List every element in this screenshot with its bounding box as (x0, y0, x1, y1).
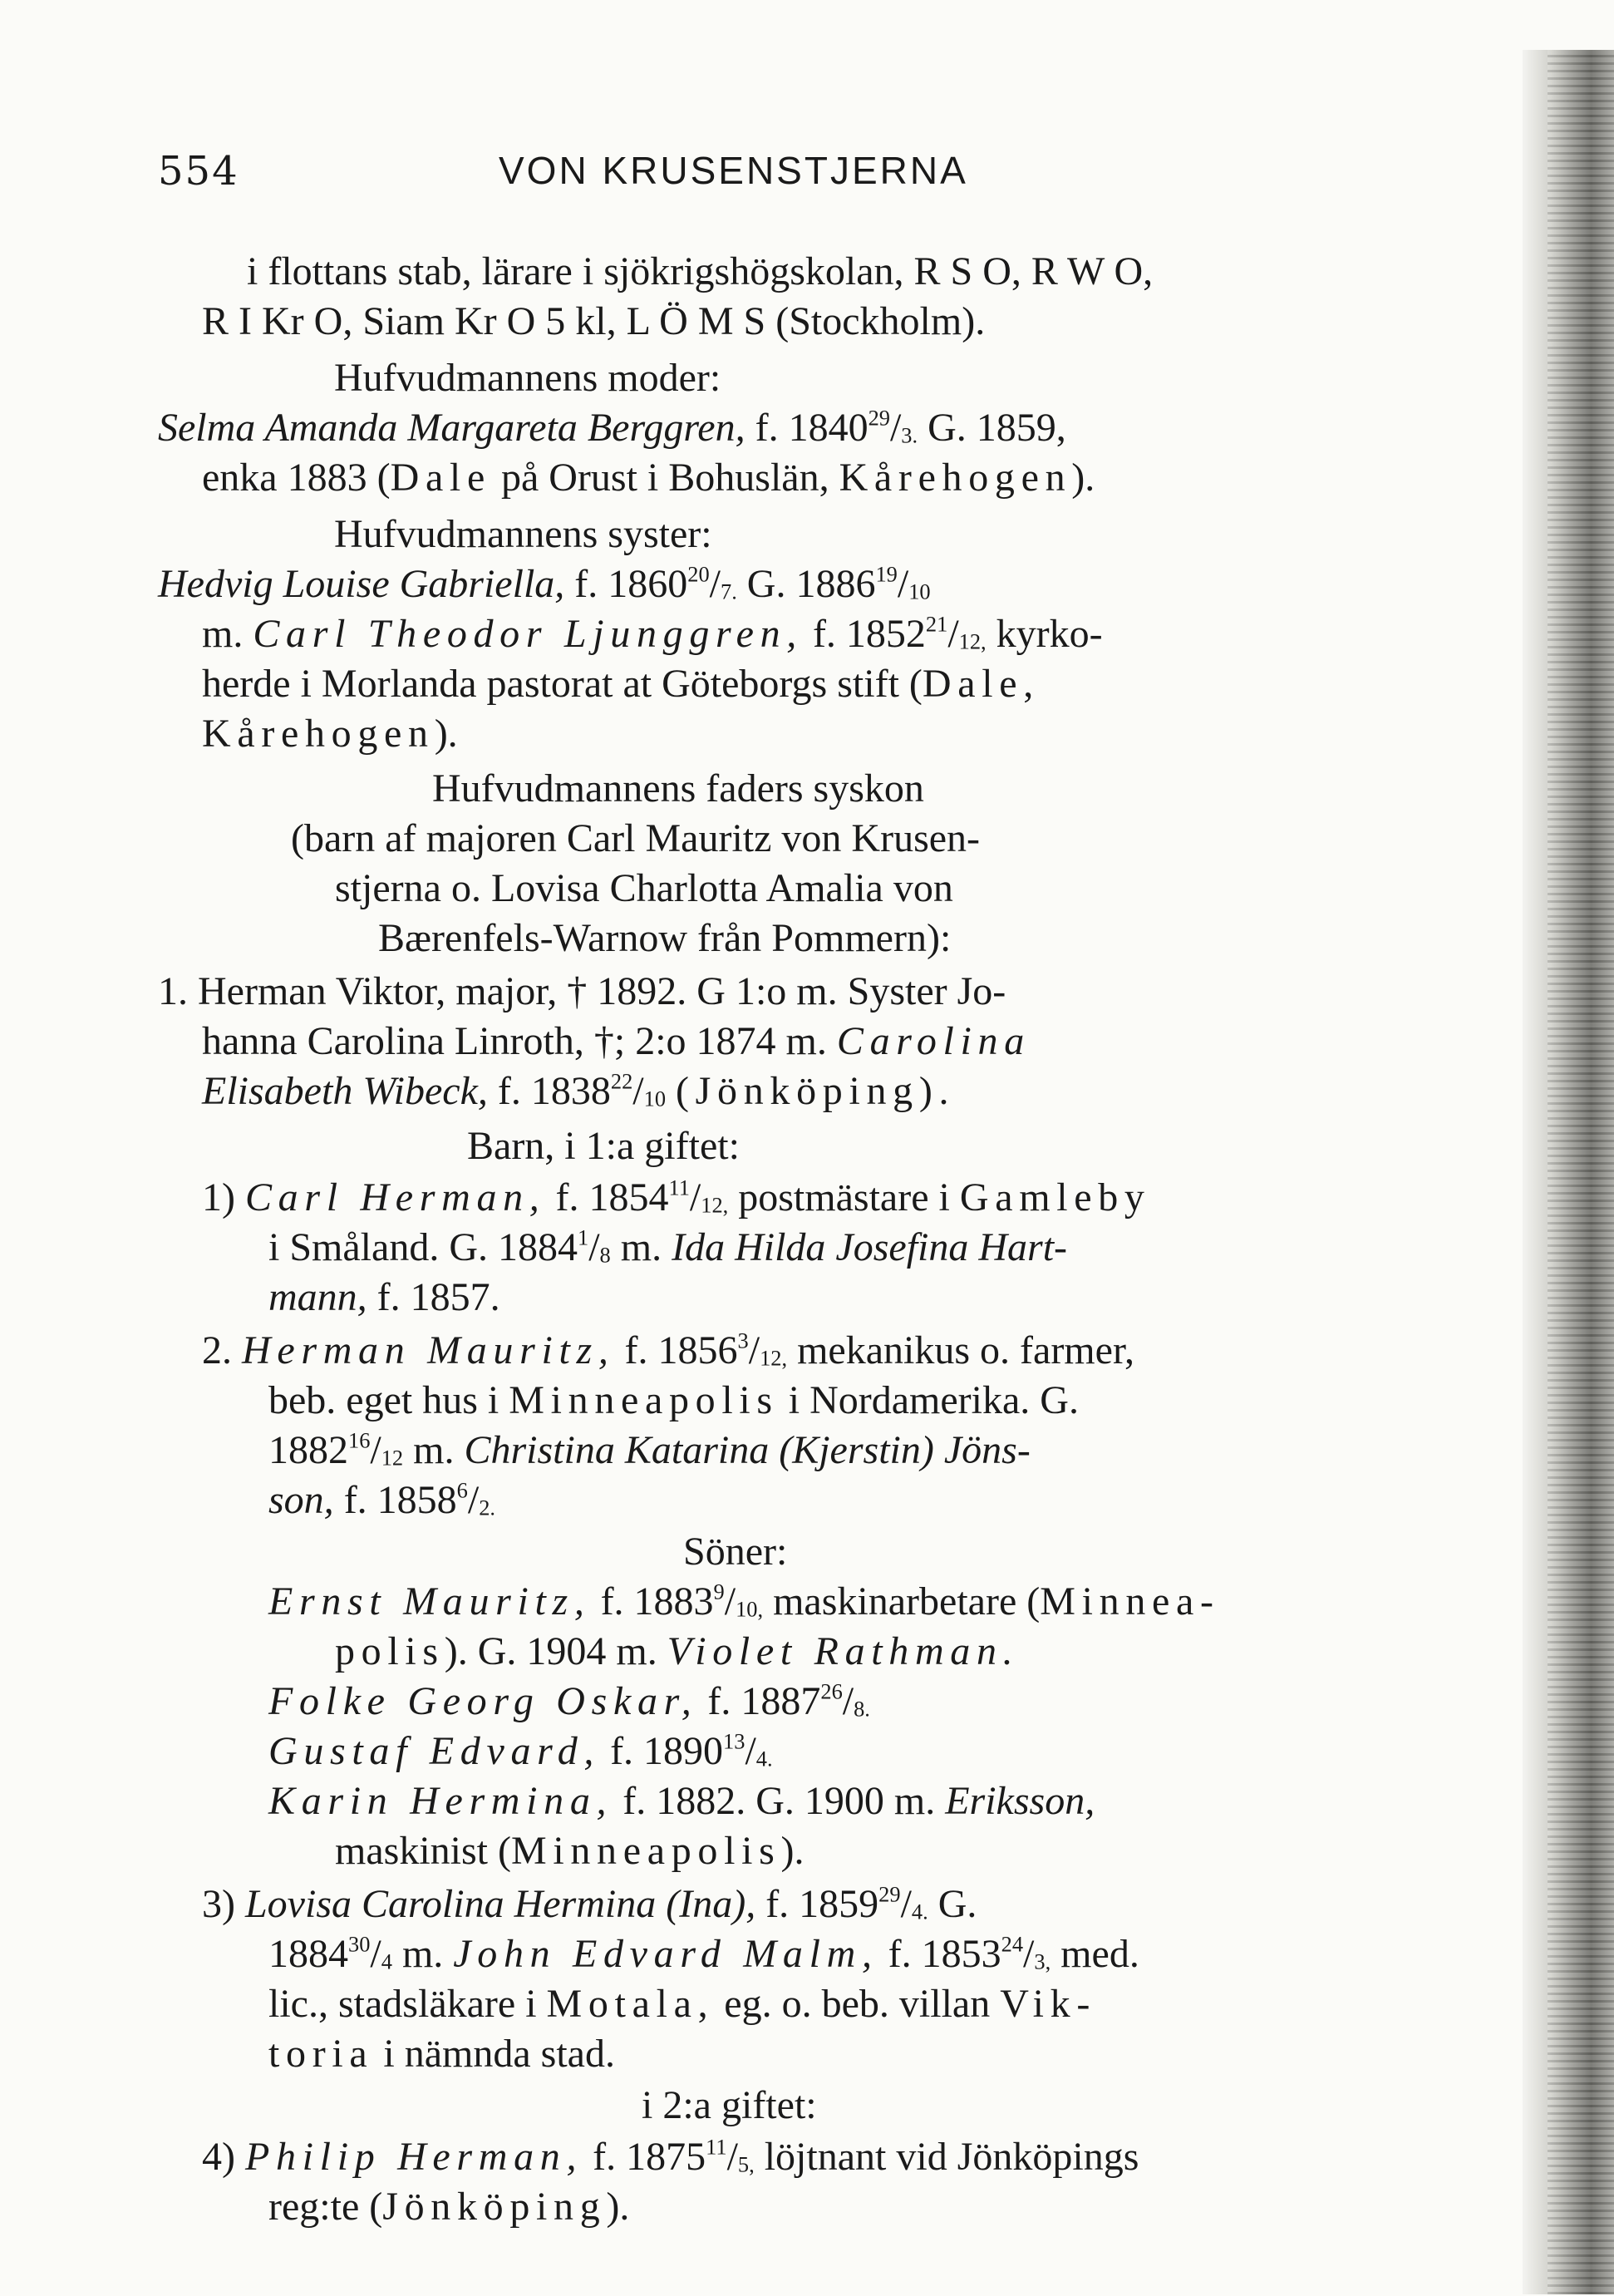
entry-line: mann, f. 1857. (268, 1275, 500, 1319)
section-heading: i 2:a giftet: (642, 2083, 817, 2127)
entry-line: Gustaf Edvard, f. $1890^{13}/_{4.}$ (268, 1728, 773, 1773)
entry-line: Ernst Mauritz, f. $1883^9/_{10,}$ maskinarbetare (Minnea- (268, 1579, 1220, 1623)
section-heading: Söner: (683, 1530, 788, 1574)
entry-line: Hedvig Louise Gabriella, f. $1860^{20}/_{7.}$ G. $1886^{19}/_{10}$ (158, 561, 931, 606)
entry-line: 3) Lovisa Carolina Hermina (Ina), f. $1859^{29}/_{4.}$ G. (202, 1881, 977, 1926)
entry-line: son, f. $1858^6/_{2.}$ (268, 1477, 496, 1522)
entry-line: m. Carl Theodor Ljunggren, f. $1852^{21}/_{12,}$ kyrko- (202, 611, 1103, 656)
entry-line: hanna Carolina Linroth, †; 2:o 1874 m. Carolina (202, 1019, 1031, 1063)
entry-line: Karin Hermina, f. 1882. G. 1900 m. Eriksson, (268, 1779, 1095, 1823)
text-line: Bærenfels-Warnow från Pommern): (378, 916, 952, 960)
entry-line: polis). G. 1904 m. Violet Rathman. (335, 1629, 1020, 1673)
entry-line: toria i nämnda stad. (268, 2032, 615, 2076)
entry-line: beb. eget hus i Minneapolis i Nordamerika. G. (268, 1378, 1079, 1422)
text-line: (barn af majoren Carl Mauritz von Krusen- (291, 816, 981, 860)
section-heading: Hufvudmannens moder: (334, 356, 721, 400)
entry-line: reg:te (Jönköping). (268, 2185, 630, 2229)
entry-line: $1884^{30}/_4$ m. John Edvard Malm, f. $1853^{24}/_{3,}$ med. (268, 1931, 1139, 1976)
section-heading: Hufvudmannens faders syskon (432, 766, 924, 810)
entry-line: maskinist (Minneapolis). (335, 1829, 805, 1873)
entry-line: Elisabeth Wibeck, f. $1838^{22}/_{10}$ (Jönköping). (202, 1068, 956, 1113)
entry-line: Folke Georg Oskar, f. $1887^{26}/_{8.}$ (268, 1678, 870, 1723)
entry-line: 1. Herman Viktor, major, † 1892. G 1:o m. Syster Jo- (158, 969, 1006, 1013)
text-line: i flottans stab, lärare i sjökrigshögskolan, R S O, R W O, (247, 249, 1154, 293)
text-line: R I Kr O, Siam Kr O 5 kl, L Ö M S (Stockholm). (202, 299, 986, 343)
running-title: VON KRUSENSTJERNA (499, 149, 968, 192)
entry-line: i Småland. G. $1884^1/_8$ m. Ida Hilda Josefina Hart- (268, 1224, 1068, 1269)
entry-line: herde i Morlanda pastorat at Göteborgs stift (Dale, (202, 662, 1040, 706)
entry-line: Selma Amanda Margareta Berggren, f. $1840^{29}/_{3.}$ G. 1859, (158, 405, 1066, 450)
section-heading: Barn, i 1:a giftet: (467, 1124, 740, 1168)
entry-line: 2. Herman Mauritz, f. $1856^3/_{12,}$ mekanikus o. farmer, (202, 1328, 1134, 1372)
text-line: stjerna o. Lovisa Charlotta Amalia von (335, 866, 953, 910)
entry-line: 4) Philip Herman, f. $1875^{11}/_{5,}$ löjtnant vid Jönköpings (202, 2134, 1139, 2179)
entry-line: lic., stadsläkare i Motala, eg. o. beb. villan Vik- (268, 1982, 1097, 2026)
page-number: 554 (158, 148, 239, 195)
page-edge-shadow (1523, 50, 1614, 2294)
entry-line: Kårehogen). (202, 712, 458, 756)
entry-line: $1882^{16}/_{12}$ m. Christina Katarina (Kjerstin) Jöns- (268, 1427, 1031, 1472)
entry-line: enka 1883 (Dale på Orust i Bohuslän, Kårehogen). (202, 456, 1095, 500)
entry-line: 1) Carl Herman, f. $1854^{11}/_{12,}$ postmästare i Gamleby (202, 1175, 1151, 1219)
section-heading: Hufvudmannens syster: (334, 512, 712, 556)
